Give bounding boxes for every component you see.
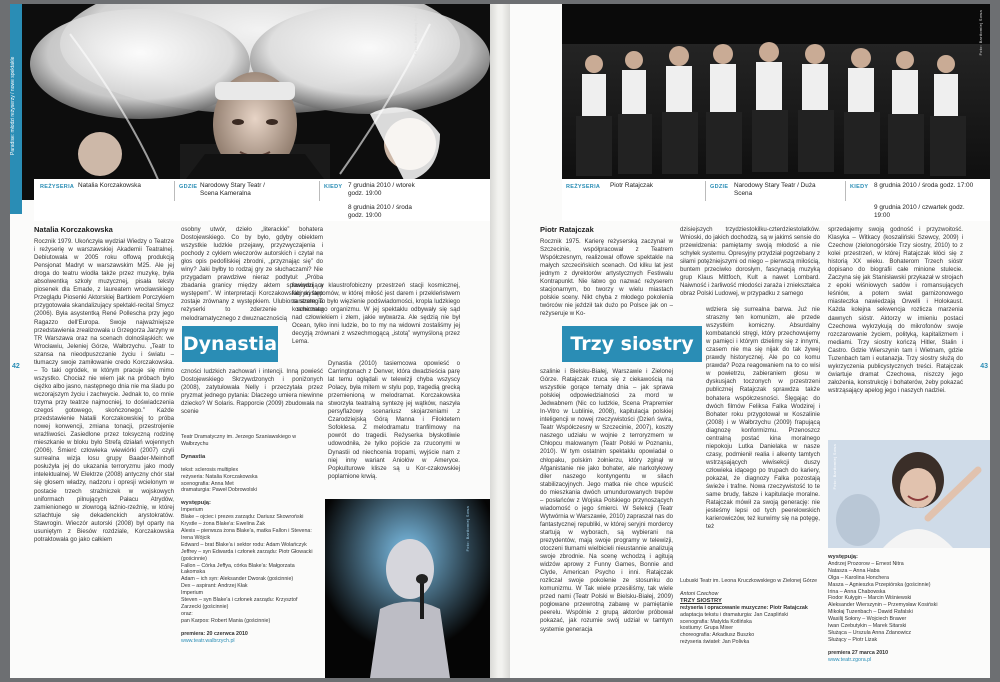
director-label: REŻYSERIA: [566, 184, 601, 190]
credit-line: oraz:: [181, 610, 193, 617]
article-text: szalinie i Bielsku-Białej, Warszawie i Zielonej Górze. Ratajczak rzuca się z ciekawością na wszystkie gorące tematy dnia – jak sprawa polskiej odpowiedzialności za mord w Jedwabnem (Nic co ludzkie, Scena Prapremier In-Vitro w Lublinie, 2008), kapitulacja polskiej inteligencji w nowej rzeczywistości (Dzień świra, Teatr Współczesny w Szczecinie, 2007), koszty naszego udziału w wojnie z terroryzmem w Chłopcu malowanym (Teatr Polski w Poznaniu, 2010). W tym ostatnim spektaklu opowiadał o chłopaku, polskim żołnierzu, który zginął w Afganistanie nie jako bohater, ale narkotykowy diler naszego kontyngentu w silach stabilizacyjnych. Jego matka nie chce wpuścić do mieszkania dwóch umundurowanych trepów – posłańców z Wojska Polskiego przynoszących wiadomość o jego śmierci. W Selekcji (Teatr Wytwórnia w Warszawie, 2010) zapraszał nas do fantastycznej republiki, w której seryjni mordercy startują w wyborach, są wybierani na prezydentów, mają swoje programy w telewizji, otoczeni tłumami wielbicieli nieustannie analizują swoje zbrodnie. Na scenę wchodzą i agitują widzów aprowy z Funny Games, Bonnie and Clyde, American Psycho i inni. Ratajczak rozliczał swoje pokolenie ze stosunku do komunizmu. W Tak wiele przesiliśmy, tak wiele przed nami (Teatr Polski w Bielsku-Białej, 2009) pogłowane przewrotną zabawę w pamiętanie peerelu. Wspólnie z grupą aktorów próbował pokazać, jak rozumie swój udział w tamtym systemie generacja: [540, 368, 673, 633]
theatre-name: Lubuski Teatr im. Leona Kruczkowskiego w Zielonej Górze: [680, 578, 818, 584]
credit-line: reżyseria: Natalia Korczakowska: [181, 473, 258, 480]
trzy-siostry-photo: [562, 4, 990, 200]
trzy-siostry-cast: [828, 554, 978, 664]
when-date-1: 7 grudnia 2010 / wtorek godz. 19:00: [348, 182, 415, 197]
credit-line: Fallon – Córka Jeffya, córka Blake'a: Małgorzata Łakomska: [181, 562, 295, 576]
premiere-date: premiera 27 marca 2010: [828, 649, 889, 656]
director-label: REŻYSERIA: [40, 184, 75, 190]
credit-line: Adam – ich syn: Aleksander Dworak (gościnnie): [181, 576, 294, 583]
cast-line: Służący – Piotr Lizak: [828, 636, 878, 643]
where-label: GDZIE: [710, 184, 729, 190]
divider: [319, 181, 320, 201]
actress-laughing-illustration: [828, 440, 990, 548]
credit-line: Krystle – żona Blake'a: Ewelina Żak: [181, 521, 266, 528]
cast-line: Irina – Anna Chabowska: [828, 588, 886, 595]
cast-line: Andrzej Prozorow – Ernest Nitra: [828, 560, 904, 567]
cast-line: Masza – Agnieszka Przepiórska (gościnnie): [828, 581, 931, 588]
when-date-2: 9 grudnia 2010 / czwartek godz. 19:00: [874, 204, 965, 219]
left-column-1: [34, 226, 174, 544]
credit-line: reżyseria i opracowanie muzyczne: Piotr Ratajczak: [680, 604, 808, 611]
right-info-bar: [562, 179, 990, 221]
right-column-1b: [540, 368, 673, 634]
dynastia-title-box: [182, 326, 278, 362]
photo-credit-2: Foto: Bartłomiej Sowa: [832, 444, 837, 490]
credit-line: kostiumy: Grupa Mixer: [680, 625, 733, 632]
trzy-siostry-title-box: [562, 326, 702, 362]
divider: [174, 181, 175, 201]
article-text: Rocznik 1979. Ukończyła wydział Wiedzy o Teatrze i reżyserię w warszawskiej Akademii Teatralnej. Debiutowała w 2005 roku offową produkcją Pensjonat Madryt w warszawskim M25. Ale jej droga do teatru wiodła także przez muzykę, była absolwentką szkoły muzycznej, pisała teksty piosenek dla Emade, z laureatem wrocławskiego Przeglądu Piosenki Aktorskiej Bartkiem Porczykiem przygotowała skandalizujący spektakl-recital Smycz (2006). Była asystentką René Pollescha przy jego Ragazzo dell'Europa. Swoje najważniejsze przedstawienia zrealizowała u Grzegorza Jarzyny w TR Warszawa oraz na scenach dolnośląskich: we Wrocławiu, Jeleniej Górze, Wałbrzychu. „Teatr to szansa na nieodpuszczanie życiu i światu – tłumaczy swoje zamiłowanie credo Korczakowska. – To taki ogródek, w którym pracuje się mimo wszystko. Chociaż nie wiem jak na próbach było ciężko albo jasno, następnego dnia nie ma śladu po wczorajszym życiu i zachwycie. Jednak to, co mnie trzyma przy teatrze najmocniej, to doświadczenia czegoś gotowego, skończonego.” Każde przedstawienie Natalii Korczakowskiej to próba nowej konwencji, zmiana tonacji, przestrojenie wrażliwości. Zasiedlone przez toksyczną rodzinę mieszkanie w bloku było Strefą działań wojennych (2006). Śmierć człowieka wiewiórki (2007) czyli surrealna wizja losu grupy Baader-Meinhoff posłużyła jej do ukazania terroryzmu jako mody intelektualnej. W Elektrze (2008) antyczny chór stał się głosem władzy, nadzoru i opresji wcielonym w postacie trzech strażniczek w wojskowych uniformach pilnujących Pałacu Atrydów, zamienionego w złowrogą łaźnio-rzeźnię, w której szlachtuje się dekadenckich arystokratów. Stawrogin. Wieczór autorski (2008) był oparty na usuniętym z Biesów rozdziale, Korczakowska potraktowała go jako całkiem: [34, 238, 174, 543]
credit-line: scenografia: Anna Met: [181, 480, 234, 487]
play-title: TRZY SIOSTRY: [680, 597, 722, 604]
credit-line: choreografia: Arkadiusz Buszko: [680, 632, 755, 639]
article-text: sprzedajemy swoją godność i przyzwoitość. Klasyka – Witkacy (koszaliński Szewcy, 2009) i Czechow (zielonogórskie Trzy siostry, 2010) to z kolei przestrzeń, w której Ratajczak kłóci się z historią XX wieku. Bohaterom Trzech sióstr dopisano do biografii całe minione stulecie. Zaczyna się jak Stanisławski przykazał w strojach z epoki wiśniowych sadów i romansujących leśniów, a potem swiat garnizonowego miasteczka nawiedzają Orwelli i Holokaust. Każda kolejna sekwencja rozlicza marzenia dawnych sióstr. Aktorzy w imieniu postaci Czechowa wykrzykują do mikrofonów swoje rozczarowanie życiem, polityką, kapitalizmem i mediami. Trzy siostry kończą Hitler, Stalin i Castro. Gdzie Wierszynin tam i Wietnam, gdzie Tuzenbach tam i eutanazja. Trzy siostry służą do wykrzyczenia publicystycznych treści. Ratajczak ćwiartuje dramat Czechowa, niszczy jego założenia, konstrukcję i bohaterów, żeby pokazać wstrząsający apelog jego i naszych nadziei.: [828, 226, 963, 394]
cast-line: Wasilij Sołony – Wojciech Brawer: [828, 616, 907, 623]
dynastia-credits: [181, 434, 316, 644]
cast-heading: występują:: [181, 500, 211, 507]
article-text: dzisiejszych trzydziestokilku-czterdziestolatków. Wnioski, do jakich dochodzą, są w jakimś sensie do przewidzenia: pamiętamy swoją młodość a nie schyłek systemu. Opresyjny przydział pogrzebany z siłami potężniejszymi od niego – pierwszą miłością, buntem przeciwko dorosłym, fascynacją muzyką grup Klaus Mittfoch, Kult a nawet Lombard. Naiwność i żarliwość młodości zaraża i zniekształca obraz Polski Ludowej, w przypadku z samego: [680, 226, 820, 298]
article-title: Trzy siostry: [565, 329, 699, 359]
cast-line: Aleksander Wierszynin – Przemysław Kosiński: [828, 602, 938, 609]
when-date-1: 8 grudnia 2010 / środa godz. 17:00: [874, 182, 974, 189]
credit-line: adaptacja tekstu i dramaturgia: Jan Czapliński: [680, 611, 789, 618]
article-title: Dynastia: [185, 329, 275, 359]
photo-credit-2: Foto: Bartłomiej Sowa: [465, 506, 470, 552]
where-label: GDZIE: [179, 184, 198, 190]
theatre-url[interactable]: www.teatr.walbrzych.pl: [181, 637, 235, 644]
credit-line: Dex – aspirant: Andrzej Kłak: [181, 583, 248, 590]
credit-line: pan Karpos: Robert Mania (gościnnie): [181, 617, 271, 624]
premiere-date: premiera: 20 czerwca 2010: [181, 630, 248, 637]
divider: [845, 181, 846, 201]
left-page: [10, 4, 490, 678]
cast-line: Fiodor Kułygin – Marcin Wiśniewski: [828, 595, 912, 602]
director-value: Natalia Korczakowska: [78, 182, 141, 189]
director-value: Piotr Ratajczak: [610, 182, 653, 189]
cast-line: Służąca – Urszula Anna Zdanowicz: [828, 629, 912, 636]
credit-line: Steven – syn Blake'a i członek zarządu: Krzysztof Zarzecki (gościnnie): [181, 597, 298, 610]
article-text: osobny utwór, dzieło „literackie” bohatera Dostojewskiego. Co by było, gdyby obiektem wszystkie ludzkie przejawy, przyzwyczajenia i pochody z cyklem wieczorów autorskich i czytał na głos opis pedofilskiej zbrodni, „przyznając się” do winy? Jaki byłby to rodzaj gry ze słuchaczami? Nie przygadam prawdziwe nieraz podtytuł: „Próba zbadania granicy między aktem spowiedzi a występem”. W interpretacji Korczakowskiej występ zostaje zrównany z występkiem. Ulubiona strategia reżyserki to zderzenie schematu melodramatycznego z dwuznacznością: [181, 226, 323, 322]
where-value: Narodowy Stary Teatr / Duża Scena: [734, 182, 816, 197]
article-text: fascynujący klaustrofobiczny przestrzeń stacji kosmicznej, fabryki fantomów, w której miłość jest darem i przekleństwem zarazem. To było więzienie podświadomości, kropla ludzkiego kosmicznego organizmu. W jej spektaklu odbywały się sąd nad człowiekiem i złem, jakie wytwarza. Ale sędzią nie był Ocean, tylko inni ludzie, bo to my na widowni zostaliśmy jej decyzją zrównani z wszechmogącą „istotą” wymyśloną przez Lema.: [292, 282, 460, 346]
credit-line: Jeffrey – syn Edwarda i członek zarządu: Piotr Głowacki (gościnnie): [181, 548, 313, 562]
credit-line: Edward – brat Blake'a i sektor rodu: Adam Wolańczyk: [181, 541, 307, 548]
cast-line: Olga – Karolina Honchera: [828, 574, 889, 581]
play-title: Dynastia: [181, 453, 206, 460]
article-text: Rocznik 1975. Karierę reżyserską zaczynał w Szczecinie, współpracował z Teatrem Współczesnym, realizował offowe spektakle na małych szczecińskich scenach. Od kilku lat jest jednym z dyrektorów artystycznych Festiwalu Kontrapunkt. Nie łatwo go nazwać reżyserem stacjonarnym, bo tworzy w wielu miastach polskie sceny. Nikt chyba z młodego pokolenia twórców nie jeździł tak dużo po Polsce jak on – reżyseruje w Ko-: [540, 238, 673, 318]
photo-credit: Foto: Bartłomiej Sowa: [978, 10, 983, 56]
credit-line: Blake – ojciec i prezes zarządu: Dariusz Skowroński: [181, 514, 304, 521]
play-author: Antoni Czechow: [680, 590, 719, 597]
article-text: wdziera się surrealna barwa. Już nie straszny ten komunizm, ale przede wszystkim komiczny. Absurdalny kombatancki stręgi, który przechowujemy w pamięci i którym dzielimy się z innymi, czasem nie ma się nijak do tak żywej prawdy historycznej. Ale po co komu prawda? Poza reagowaniem na to co wisi w powietrzu, zabieraniem głosu w dyskusjach toczonych w przestrzeni publicznej Ratajczak sprawdza także bohatera współczesności. Ślęgając do dwóch filmów Feliksa Falka Wodzirej i Bohater roku przygotował w Koszalinie (2008) i w Wałbrzychu (2009) frapującą diagnozę konformizmu. Przenoszcz centralną postać kina moralnego niepokoju Lutka Danielaka w nasze czasy, podmienił realia i alkenty tamtych wstrząsających wiwisekcji duszy człowieka idącego po trupach do kariery, pokazał, że diagnozy Falka pozostają świeże i trafne. Nowa rzeczywistość to te same brudy, fałsze i kapitulacje moralne. Ratajczak mówił za swoją generację: nie jesteśmy lepsi od tych peerelowskich karierowiczów, też kurwimy się na potęgę, też: [706, 306, 820, 531]
credit-line: Imperium: [181, 507, 204, 514]
credit-line: Alexis – pierwsza żona Blake'a, matka Fallon i Stevena: Irena Wójcik: [181, 527, 312, 541]
when-label: KIEDY: [850, 184, 869, 190]
feather-performer-illustration: [10, 4, 490, 200]
credit-line: Imperium: [181, 590, 204, 597]
left-column-3b: [328, 360, 460, 481]
credit-line: tekst: sclerosis multiplex: [181, 466, 239, 473]
page-number: 42: [12, 363, 20, 370]
author-name: Piotr Ratajczak: [540, 225, 594, 234]
credit-line: dramaturgia: Paweł Dobrowolski: [181, 487, 257, 494]
article-text: czności ludzkich zachowań i intencji. Inną powieść Dostojewskiego Skrzywdzonych i poniżonych (2008), zatytułowała Nelly i przeczytała przez pryzmat jednego pytania: Dlaczego umiera niewinne dziecko? W Solaris. Rapporcie (2009) zbudowała na scenie: [181, 368, 323, 416]
credit-line: reżyseria świateł: Jan Polivka: [680, 639, 750, 646]
left-column-3a: [292, 282, 460, 346]
right-page: [510, 4, 990, 678]
ensemble-chairs-illustration: [562, 4, 990, 200]
cast-line: Iwan Czebutykin – Marek Sitarski: [828, 623, 907, 630]
credit-line: scenografia: Matylda Kotlińska: [680, 618, 752, 625]
when-date-2: 8 grudnia 2010 / środa godz. 19:00: [348, 204, 412, 219]
trzy-siostry-credits: [680, 578, 825, 646]
divider: [705, 181, 706, 201]
theatre-name: Teatr Dramatyczny im. Jerzego Szaniawskiego w Wałbrzychu: [181, 434, 297, 447]
cast-heading: występują:: [828, 554, 858, 560]
right-column-2a: [680, 226, 820, 298]
left-info-bar: [34, 179, 490, 221]
right-column-3: [828, 226, 963, 395]
photo-credit: Foto: Bartłomiej Sowa: [413, 10, 418, 56]
spine-gutter: [490, 4, 510, 678]
cast-line: Natasza – Anna Haba: [828, 567, 880, 574]
left-column-2b: [181, 368, 323, 416]
right-column-2b: [706, 306, 820, 531]
where-value: Narodowy Stary Teatr / Scena Kameralna: [200, 182, 265, 197]
section-side-tab: Paradise: młodzi reżyserzy / nowe spektakle: [10, 4, 22, 214]
author-name: Natalia Korczakowska: [34, 225, 113, 234]
right-column-1a: [540, 226, 673, 319]
page-number: 43: [980, 363, 988, 370]
magazine-spread: [10, 4, 990, 678]
dynastia-photo: [10, 4, 490, 200]
article-text: Dynastia (2010) tasiemcowa opowieść o Carringtonach z Denver, która dwadzieścia parę lat temu ogłądali w telewizji chyba wszyscy Polacy, była mitem w stylu pop, tragedią grecką przemienioną w melodramat. Korczakowska stworzyła teatralną syntezę jej wątków, naszyła persyflażowy scenariusz skojarzeniami z Czarodziejską Górą Manna i Filoktetem Sofoklesa. Z melodramatu tranfilmowy na powrót do tragedii. Reżyserka błyskotliwie udowodniła, że tylko pojście za rzuconymi w Dynastii od niechcenia tropami, wyjście nam z niej inny wariant Aniołów w Ameryce. Popkulturowe klisze są u Kor-czakowskiej poplamione krwią.: [328, 360, 460, 480]
when-label: KIEDY: [324, 184, 343, 190]
theatre-url[interactable]: www.teatr.zgora.pl: [828, 656, 872, 663]
actress-photo: [828, 440, 990, 548]
cast-line: Mikołaj Tuzenbach – Dawid Rafalski: [828, 609, 913, 616]
